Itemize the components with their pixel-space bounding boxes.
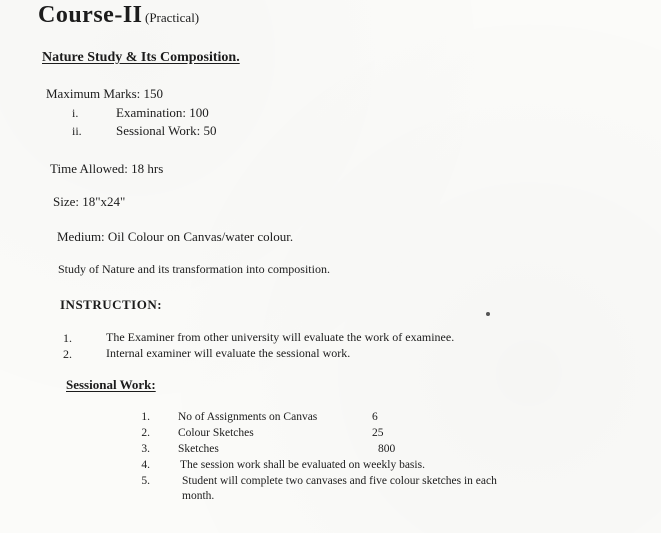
sessional-number: 5.	[141, 475, 150, 487]
sessional-item: Colour Sketches	[178, 427, 254, 439]
sessional-number: 3.	[141, 443, 150, 455]
sessional-heading: Sessional Work:	[66, 377, 156, 392]
sessional-value: 25	[372, 427, 384, 439]
sessional-value: 800	[378, 443, 396, 455]
instruction-number: 1.	[63, 331, 72, 345]
medium-line: Medium: Oil Colour on Canvas/water colour.	[57, 229, 294, 244]
sessional-number: 4.	[141, 459, 150, 471]
course-title: Course-II	[38, 2, 143, 28]
sessional-item: Student will complete two canvases and five colour sketches in each	[182, 475, 497, 487]
marks-item-examination: Examination: 100	[116, 105, 209, 120]
sessional-item: Sketches	[178, 443, 219, 455]
instruction-item: The Examiner from other university will evaluate the work of examinee.	[106, 330, 455, 344]
instruction-heading: INSTRUCTION:	[60, 297, 163, 312]
instruction-number: 2.	[63, 347, 72, 361]
sessional-item-continuation: month.	[182, 490, 215, 502]
size-line: Size: 18"x24"	[53, 194, 126, 209]
sessional-number: 2.	[141, 427, 150, 439]
ink-speck	[486, 312, 490, 316]
instruction-item: Internal examiner will evaluate the sessional work.	[106, 346, 351, 360]
sessional-item: No of Assignments on Canvas	[178, 411, 318, 423]
sessional-value: 6	[372, 411, 378, 423]
marks-item-number: ii.	[72, 124, 82, 138]
marks-item-number: i.	[72, 106, 79, 120]
marks-item-sessional: Sessional Work: 50	[116, 123, 217, 138]
sessional-item: The session work shall be evaluated on weekly basis.	[180, 459, 425, 471]
time-allowed: Time Allowed: 18 hrs	[50, 161, 164, 176]
sessional-number: 1.	[141, 411, 150, 423]
section-title: Nature Study & Its Composition.	[42, 50, 240, 65]
maximum-marks: Maximum Marks: 150	[46, 86, 163, 101]
course-subtitle: (Practical)	[145, 10, 200, 25]
study-line: Study of Nature and its transformation into composition.	[58, 262, 330, 276]
